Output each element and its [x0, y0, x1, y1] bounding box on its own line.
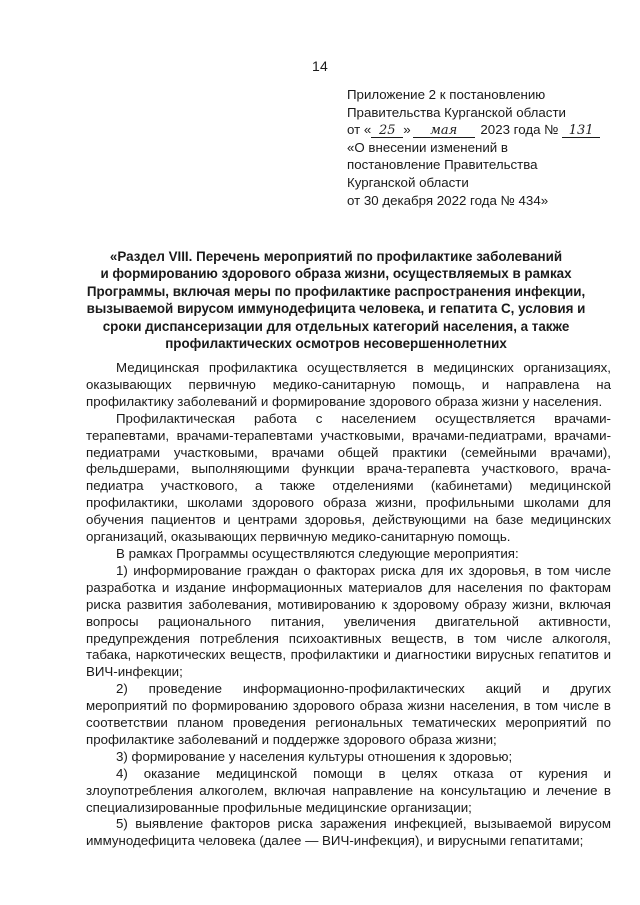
body-text — [86, 360, 611, 850]
year-text: 2023 года № — [480, 122, 559, 138]
appendix-line: «О внесении изменений в — [347, 139, 508, 155]
paragraph-line: предупреждения потребления психоактивных веществ, в том числе алкоголя, — [86, 630, 611, 646]
handwritten-month: мая — [413, 124, 475, 138]
paragraph-line: профилактику заболеваний и формирование здорового образа жизни у населения. — [86, 393, 603, 409]
paragraph-line: вопросы рационального питания, увеличения двигательной активности, — [86, 613, 611, 629]
paragraph-line: В рамках Программы осуществляются следующие мероприятия: — [116, 545, 519, 561]
paragraph-line: мероприятий по формированию здорового образа жизни населения, в том числе в — [86, 698, 611, 714]
paragraph-line: оказывающих первичную медико-санитарную помощь, и направлена на — [86, 376, 611, 392]
paragraph-line: 5) выявление факторов риска заражения инфекцией, вызываемой вирусом — [116, 816, 611, 832]
appendix-line: от 30 декабря 2022 года № 434» — [347, 192, 549, 208]
paragraph-line: профилактике заболеваний и поддержке здорового образа жизни; — [86, 731, 497, 747]
handwritten-day: 25 — [371, 124, 403, 138]
paragraph-line: ВИЧ-инфекции; — [86, 664, 183, 680]
paragraph-line: разработка и издание информационных материалов для населения по факторам — [86, 579, 611, 595]
date-prefix: от « — [347, 122, 372, 138]
heading-line: и формированию здорового образа жизни, осуществляемых в рамках — [100, 266, 572, 282]
paragraph-line: организаций, оказывающих первичную медико-санитарную помощь. — [86, 529, 511, 545]
page-number: 14 — [312, 58, 328, 74]
appendix-date-line — [347, 121, 617, 139]
paragraph-line: 2) проведение информационно-профилактических акций и других — [116, 681, 611, 697]
paragraph-line: специализированные профильные медицинские организации; — [86, 799, 472, 815]
paragraph-line: злоупотребления алкоголем, включая направление на консультацию и лечение в — [86, 782, 611, 798]
appendix-line: постановление Правительства — [347, 157, 538, 173]
paragraph-line: иммунодефицита человека (далее — ВИЧ-инфекция), и вирусными гепатитами; — [86, 833, 584, 849]
section-heading — [86, 248, 586, 352]
appendix-line: Правительства Курганской области — [347, 104, 566, 120]
appendix-block — [347, 86, 617, 209]
paragraph-line: соответствии планом проведения региональных тематических мероприятий по — [86, 715, 611, 731]
heading-line: вызываемой вирусом иммунодефицита человека, и гепатита С, условия и — [86, 301, 586, 317]
paragraph-line: педиатрами участковыми, врачами общей практики (семейными врачами), — [86, 444, 611, 460]
heading-line: Программы, включая меры по профилактике распространения инфекции, — [86, 283, 586, 299]
paragraph-line: фельдшерами, выполняющими функции врача-терапевта участкового, врача- — [86, 461, 611, 477]
date-mid: » — [403, 122, 411, 138]
paragraph-line: Профилактическая работа с населением осуществляется врачами- — [116, 410, 611, 426]
paragraph-line: 3) формирование у населения культуры отношения к здоровью; — [116, 748, 513, 764]
paragraph-line: табака, наркотических веществ, профилактики и диагностики вирусных гепатитов и — [86, 647, 611, 663]
paragraph-line: педиатра участкового, а также отделениями (кабинетами) медицинской — [86, 478, 611, 494]
paragraph-line: 4) оказание медицинской помощи в целях отказа от курения и — [116, 765, 611, 781]
paragraph-line: терапевтами, врачами-терапевтами участковыми, врачами-педиатрами, врачами- — [86, 427, 611, 443]
heading-line: сроки диспансеризации для отдельных категорий населения, а также — [102, 318, 570, 334]
appendix-line: Приложение 2 к постановлению — [347, 87, 546, 102]
appendix-line: Курганской области — [347, 174, 469, 190]
paragraph-line: риска развития заболевания, мотивированию к здоровому образу жизни, включая — [86, 596, 611, 612]
heading-line: «Раздел VIII. Перечень мероприятий по профилактике заболеваний — [109, 249, 563, 264]
paragraph-line: 1) информирование граждан о факторах риска для их здоровья, в том числе — [116, 562, 611, 578]
paragraph-line: профилактики, школами здорового образа жизни, профильными школами для — [86, 495, 611, 511]
paragraph-line: Медицинская профилактика осуществляется в медицинских организациях, — [116, 360, 611, 375]
handwritten-number: 131 — [562, 124, 600, 138]
paragraph-line: обучения пациентов и центрами здоровья, действующими на базе медицинских — [86, 512, 611, 528]
heading-line: профилактических осмотров несовершеннолетних — [165, 336, 507, 352]
